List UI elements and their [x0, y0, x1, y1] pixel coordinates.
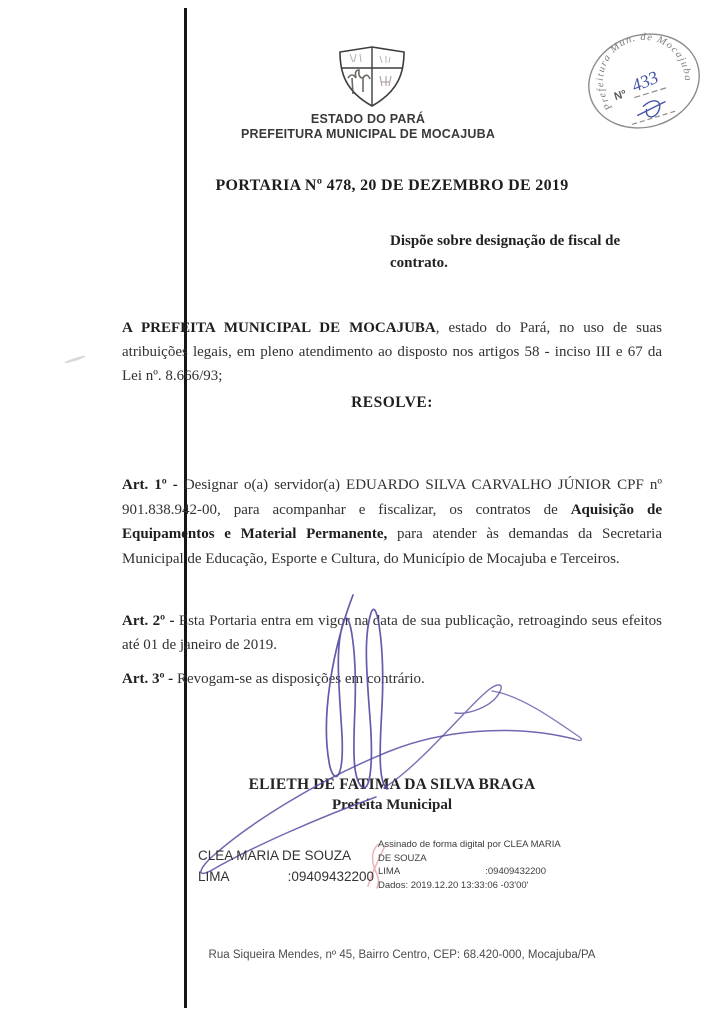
article-3-text: Revogam-se as disposições em contrário.	[173, 671, 425, 687]
handwritten-signature-scribble	[180, 555, 710, 885]
digital-signer-cpf: :09409432200	[287, 869, 374, 884]
preamble-paragraph	[122, 316, 662, 388]
article-1-text-cont: para atender às demandas da Secretaria Municipal de Educação, Esporte e Cultura, do Município de Mocajuba e Terceiros.	[122, 526, 662, 567]
digital-signature-display	[198, 845, 374, 887]
digital-signature-details	[378, 838, 593, 892]
org-line-prefeitura: PREFEITURA MUNICIPAL DE MOCAJUBA	[240, 127, 496, 141]
article-2-label: Art. 2º -	[122, 613, 175, 629]
coat-of-arms-icon	[336, 44, 408, 110]
signatory-name: ELIETH DE FATIMA DA SILVA BRAGA	[248, 776, 536, 793]
stamp-number-label: Nº	[612, 88, 628, 104]
article-2	[122, 609, 662, 657]
digital-signer-surname: LIMA	[198, 869, 230, 884]
digital-signer-name: CLEA MARIA DE SOUZA	[198, 848, 352, 863]
org-header	[168, 112, 568, 142]
document-title: PORTARIA Nº 478, 20 DE DEZEMBRO DE 2019	[215, 177, 569, 194]
article-1-label: Art. 1º -	[122, 477, 178, 493]
org-line-estado: ESTADO DO PARÁ	[310, 112, 426, 126]
digital-detail-timestamp: Dados: 2019.12.20 13:33:06 -03'00'	[378, 879, 529, 891]
article-1	[122, 473, 662, 571]
stamp-initial-scribble	[635, 98, 668, 121]
scan-artifact-smudge	[64, 355, 86, 365]
signatory-role: Prefeita Municipal	[331, 797, 453, 813]
article-3-label: Art. 3º -	[122, 671, 174, 687]
resolve-heading: RESOLVE:	[351, 394, 433, 411]
digital-detail-line2: DE SOUZA	[378, 852, 427, 864]
preamble-body: , estado do Pará, no uso de suas atribuições legais, em pleno atendimento ao disposto nos artigos 58 - inciso III e 67 da Lei nº. 8.666/93;	[122, 320, 662, 384]
stamp-ring-text: Prefeitura Mun. de Mocajuba	[594, 31, 694, 113]
digital-detail-id-row	[378, 865, 546, 879]
article-1-bold-text: Aquisição de Equipamentos e Material Permanente,	[122, 501, 662, 542]
footer-address: Rua Siqueira Mendes, nº 45, Bairro Centro, CEP: 68.420-000, Mocajuba/PA	[208, 949, 596, 961]
subject-clause: Dispõe sobre designação de fiscal de contrato.	[390, 233, 621, 271]
digital-detail-line1: Assinado de forma digital por CLEA MARIA	[378, 839, 561, 850]
article-1-text: Designar o(a) servidor(a) EDUARDO SILVA CARVALHO JÚNIOR CPF nº 901.838.942-00, para acompanhar e fiscalizar, os contratos de	[122, 477, 662, 518]
digital-detail-cpf: :09409432200	[485, 866, 546, 877]
digital-detail-surname: LIMA	[378, 866, 401, 877]
digital-signer-id-row	[198, 866, 374, 887]
article-3	[122, 667, 662, 691]
article-2-text: Esta Portaria entra em vigor na data de sua publicação, retroagindo seus efeitos até 01 de janeiro de 2019.	[122, 613, 662, 653]
registry-stamp	[583, 26, 705, 136]
svg-text:Prefeitura Mun. de Mocajuba	[583, 26, 697, 114]
preamble-lead: A PREFEITA MUNICIPAL DE MOCAJUBA	[122, 320, 436, 336]
stamp-number-handwritten: 433	[628, 66, 662, 96]
